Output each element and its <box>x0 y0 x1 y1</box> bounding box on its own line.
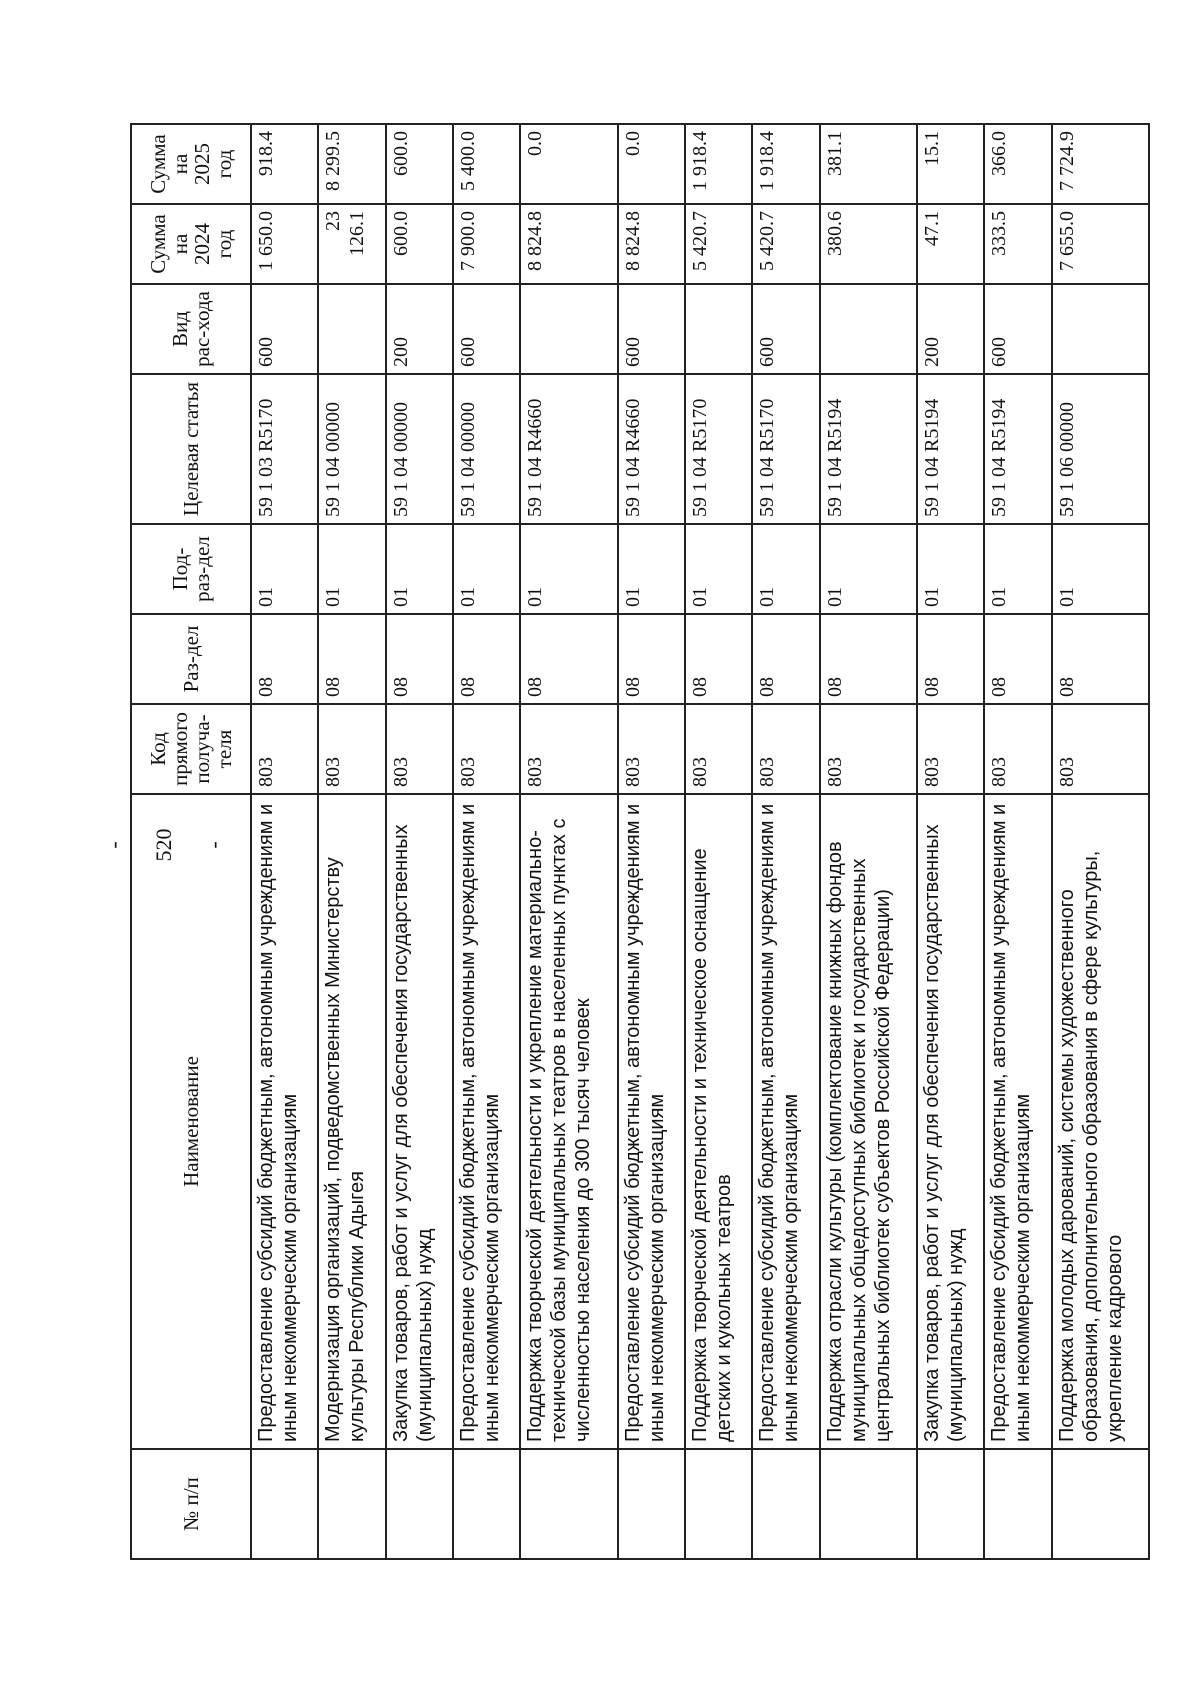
cell-sum2025: 7 724.9 <box>1052 124 1149 204</box>
cell-celevaya: 59 1 04 00000 <box>386 374 453 524</box>
table-row <box>318 124 385 1559</box>
table-row <box>820 124 917 1559</box>
cell-sum2024: 8 824.8 <box>520 204 617 284</box>
table-row <box>520 124 617 1559</box>
cell-razdel: 08 <box>318 614 385 704</box>
cell-sum2024: 7 655.0 <box>1052 204 1149 284</box>
table-row <box>917 124 984 1559</box>
cell-podrazdel: 01 <box>618 524 685 614</box>
table-row <box>685 124 752 1559</box>
cell-razdel: 08 <box>618 614 685 704</box>
cell-podrazdel: 01 <box>752 524 819 614</box>
cell-no <box>618 1449 685 1559</box>
cell-no <box>386 1449 453 1559</box>
page-number: - 520 - <box>101 828 226 862</box>
cell-celevaya: 59 1 04 R5194 <box>984 374 1051 524</box>
cell-vid: 600 <box>453 284 520 374</box>
cell-vid: 600 <box>752 284 819 374</box>
cell-razdel: 08 <box>917 614 984 704</box>
header-podrazdel: Под-раз-дел <box>131 524 251 614</box>
table-row <box>618 124 685 1559</box>
cell-razdel: 08 <box>820 614 917 704</box>
cell-razdel: 08 <box>251 614 318 704</box>
cell-sum2025: 5 400.0 <box>453 124 520 204</box>
cell-sum2025: 15.1 <box>917 124 984 204</box>
cell-podrazdel: 01 <box>685 524 752 614</box>
budget-table-container <box>130 125 1150 1560</box>
cell-sum2025: 918.4 <box>251 124 318 204</box>
cell-sum2025: 600.0 <box>386 124 453 204</box>
header-name: Наименование <box>131 794 251 1449</box>
cell-sum2024: 333.5 <box>984 204 1051 284</box>
cell-kod: 803 <box>453 704 520 794</box>
cell-sum2024: 47.1 <box>917 204 984 284</box>
table-row <box>984 124 1051 1559</box>
header-celevaya: Целевая статья <box>131 374 251 524</box>
cell-kod: 803 <box>386 704 453 794</box>
cell-podrazdel: 01 <box>520 524 617 614</box>
cell-sum2025: 366.0 <box>984 124 1051 204</box>
cell-sum2024: 5 420.7 <box>752 204 819 284</box>
table-row <box>752 124 819 1559</box>
budget-table <box>130 123 1150 1560</box>
cell-no <box>251 1449 318 1559</box>
cell-name: Предоставление субсидий бюджетным, автономным учреждениям и иным некоммерческим организациям <box>453 794 520 1449</box>
cell-kod: 803 <box>820 704 917 794</box>
cell-celevaya: 59 1 04 R4660 <box>520 374 617 524</box>
cell-no <box>1052 1449 1149 1559</box>
cell-name: Предоставление субсидий бюджетным, автономным учреждениям и иным некоммерческим организациям <box>618 794 685 1449</box>
cell-vid <box>1052 284 1149 374</box>
cell-name: Модернизация организаций, подведомственных Министерству культуры Республики Адыгея <box>318 794 385 1449</box>
cell-no <box>318 1449 385 1559</box>
cell-celevaya: 59 1 06 00000 <box>1052 374 1149 524</box>
header-no: № п/п <box>131 1449 251 1559</box>
cell-podrazdel: 01 <box>251 524 318 614</box>
cell-sum2024: 5 420.7 <box>685 204 752 284</box>
cell-sum2025: 0.0 <box>618 124 685 204</box>
cell-sum2025: 381.1 <box>820 124 917 204</box>
table-row <box>1052 124 1149 1559</box>
cell-sum2025: 0.0 <box>520 124 617 204</box>
cell-kod: 803 <box>1052 704 1149 794</box>
cell-no <box>752 1449 819 1559</box>
cell-kod: 803 <box>752 704 819 794</box>
cell-razdel: 08 <box>752 614 819 704</box>
cell-kod: 803 <box>251 704 318 794</box>
cell-vid: 600 <box>618 284 685 374</box>
cell-celevaya: 59 1 04 R4660 <box>618 374 685 524</box>
cell-vid <box>685 284 752 374</box>
cell-kod: 803 <box>520 704 617 794</box>
cell-vid <box>520 284 617 374</box>
cell-razdel: 08 <box>520 614 617 704</box>
cell-no <box>685 1449 752 1559</box>
header-vid: Вид рас-хода <box>131 284 251 374</box>
cell-celevaya: 59 1 04 R5194 <box>820 374 917 524</box>
cell-razdel: 08 <box>685 614 752 704</box>
cell-name: Поддержка творческой деятельности и укрепление материально-технической базы муниципальных театров в населенных пунктах с численностью населения до 300 тысяч человек <box>520 794 617 1449</box>
cell-kod: 803 <box>984 704 1051 794</box>
cell-podrazdel: 01 <box>917 524 984 614</box>
cell-sum2025: 8 299.5 <box>318 124 385 204</box>
cell-razdel: 08 <box>984 614 1051 704</box>
cell-no <box>453 1449 520 1559</box>
cell-vid: 600 <box>984 284 1051 374</box>
cell-no <box>917 1449 984 1559</box>
cell-sum2024: 8 824.8 <box>618 204 685 284</box>
cell-sum2025: 1 918.4 <box>752 124 819 204</box>
table-row <box>386 124 453 1559</box>
cell-kod: 803 <box>318 704 385 794</box>
cell-razdel: 08 <box>1052 614 1149 704</box>
cell-celevaya: 59 1 03 R5170 <box>251 374 318 524</box>
cell-kod: 803 <box>917 704 984 794</box>
cell-no <box>984 1449 1051 1559</box>
cell-vid: 200 <box>917 284 984 374</box>
cell-sum2024: 600.0 <box>386 204 453 284</box>
cell-podrazdel: 01 <box>1052 524 1149 614</box>
cell-name: Поддержка отрасли культуры (комплектование книжных фондов муниципальных общедоступных библиотек и государственных центральных библиотек субъектов Российской Федерации) <box>820 794 917 1449</box>
cell-name: Предоставление субсидий бюджетным, автономным учреждениям и иным некоммерческим организациям <box>984 794 1051 1449</box>
cell-celevaya: 59 1 04 R5170 <box>685 374 752 524</box>
cell-name: Поддержка творческой деятельности и техническое оснащение детских и кукольных театров <box>685 794 752 1449</box>
cell-podrazdel: 01 <box>386 524 453 614</box>
table-row <box>251 124 318 1559</box>
cell-sum2024: 23 126.1 <box>318 204 385 284</box>
cell-podrazdel: 01 <box>984 524 1051 614</box>
header-razdel: Раз-дел <box>131 614 251 704</box>
cell-sum2024: 380.6 <box>820 204 917 284</box>
cell-razdel: 08 <box>453 614 520 704</box>
cell-celevaya: 59 1 04 R5194 <box>917 374 984 524</box>
table-row <box>453 124 520 1559</box>
cell-kod: 803 <box>618 704 685 794</box>
cell-vid: 200 <box>386 284 453 374</box>
header-sum2025: Сумма на 2025 год <box>131 124 251 204</box>
cell-no <box>820 1449 917 1559</box>
header-sum2024: Сумма на 2024 год <box>131 204 251 284</box>
cell-podrazdel: 01 <box>820 524 917 614</box>
cell-celevaya: 59 1 04 00000 <box>318 374 385 524</box>
cell-vid <box>820 284 917 374</box>
cell-celevaya: 59 1 04 00000 <box>453 374 520 524</box>
cell-sum2025: 1 918.4 <box>685 124 752 204</box>
cell-name: Закупка товаров, работ и услуг для обеспечения государственных (муниципальных) нужд <box>386 794 453 1449</box>
header-kod: Код прямого получа-теля <box>131 704 251 794</box>
cell-name: Поддержка молодых дарований, системы художественного образования, дополнительного образования в сфере культуры, укрепление кадрового <box>1052 794 1149 1449</box>
cell-vid <box>318 284 385 374</box>
table-header-row <box>131 124 251 1559</box>
cell-name: Предоставление субсидий бюджетным, автономным учреждениям и иным некоммерческим организациям <box>752 794 819 1449</box>
cell-name: Предоставление субсидий бюджетным, автономным учреждениям и иным некоммерческим организациям <box>251 794 318 1449</box>
cell-celevaya: 59 1 04 R5170 <box>752 374 819 524</box>
cell-kod: 803 <box>685 704 752 794</box>
cell-sum2024: 1 650.0 <box>251 204 318 284</box>
cell-razdel: 08 <box>386 614 453 704</box>
cell-podrazdel: 01 <box>318 524 385 614</box>
cell-podrazdel: 01 <box>453 524 520 614</box>
cell-vid: 600 <box>251 284 318 374</box>
cell-name: Закупка товаров, работ и услуг для обеспечения государственных (муниципальных) нужд <box>917 794 984 1449</box>
cell-no <box>520 1449 617 1559</box>
cell-sum2024: 7 900.0 <box>453 204 520 284</box>
